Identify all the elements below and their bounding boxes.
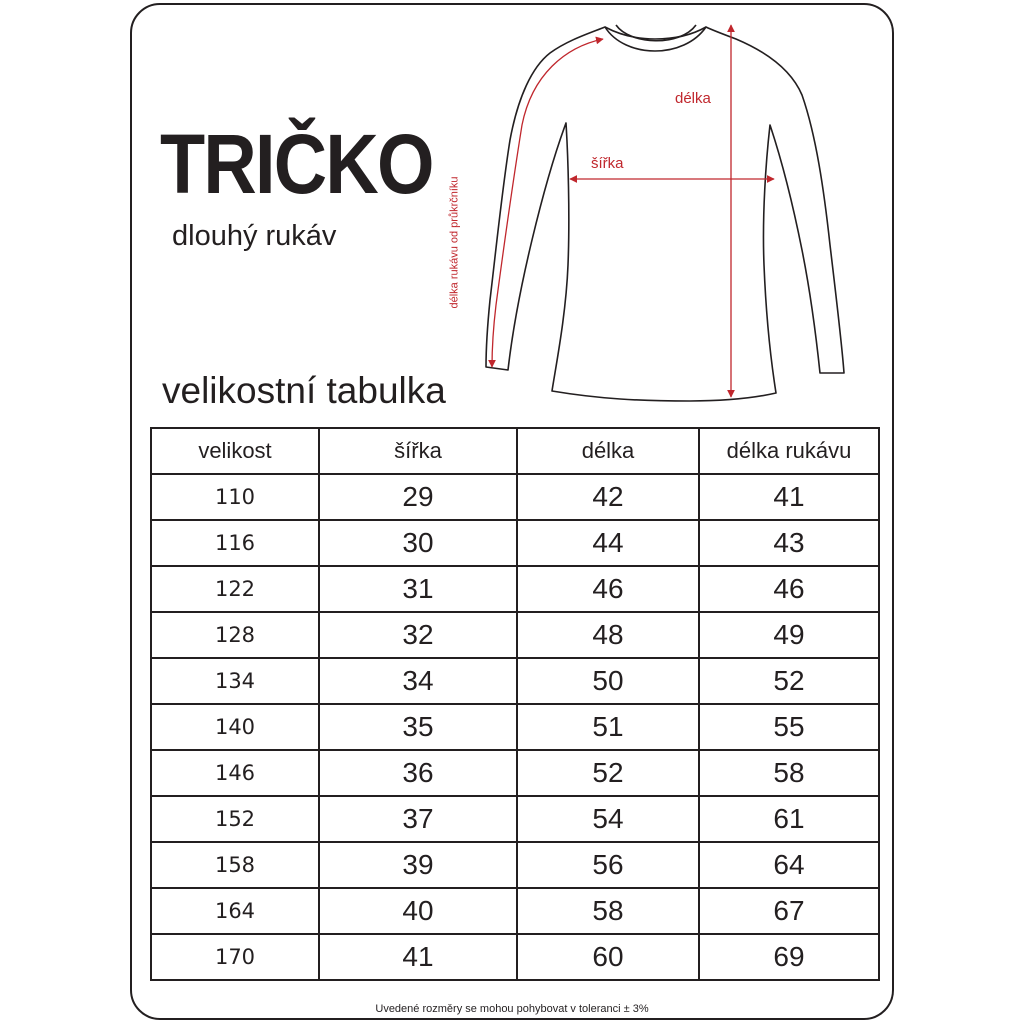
cell-width: 36	[319, 750, 517, 796]
cell-width: 32	[319, 612, 517, 658]
cell-size: 122	[151, 566, 319, 612]
cell-length: 54	[517, 796, 699, 842]
header-size: velikost	[151, 428, 319, 474]
width-label: šířka	[591, 155, 624, 172]
cell-sleeve-length: 41	[699, 474, 879, 520]
table-row	[151, 888, 879, 934]
cell-sleeve-length: 58	[699, 750, 879, 796]
cell-length: 42	[517, 474, 699, 520]
cell-length: 58	[517, 888, 699, 934]
cell-width: 35	[319, 704, 517, 750]
cell-width: 39	[319, 842, 517, 888]
cell-sleeve-length: 52	[699, 658, 879, 704]
measurement-arrows	[492, 25, 774, 397]
cell-length: 46	[517, 566, 699, 612]
cell-sleeve-length: 61	[699, 796, 879, 842]
cell-sleeve-length: 49	[699, 612, 879, 658]
cell-sleeve-length: 69	[699, 934, 879, 980]
header-width: šířka	[319, 428, 517, 474]
long-sleeve-shirt-icon	[440, 15, 880, 415]
cell-length: 60	[517, 934, 699, 980]
table-row	[151, 796, 879, 842]
cell-width: 37	[319, 796, 517, 842]
table-header-row	[151, 428, 879, 474]
table-heading: velikostní tabulka	[162, 370, 446, 411]
cell-size: 146	[151, 750, 319, 796]
cell-length: 51	[517, 704, 699, 750]
length-label: délka	[675, 90, 711, 107]
cell-sleeve-length: 46	[699, 566, 879, 612]
cell-size: 164	[151, 888, 319, 934]
page-subtitle: dlouhý rukáv	[172, 220, 337, 252]
header-length: délka	[517, 428, 699, 474]
sleeve-length-label: délka rukávu od průkrčníku	[448, 176, 461, 309]
cell-size: 170	[151, 934, 319, 980]
cell-width: 31	[319, 566, 517, 612]
cell-length: 56	[517, 842, 699, 888]
cell-sleeve-length: 55	[699, 704, 879, 750]
cell-length: 44	[517, 520, 699, 566]
sleeve-length-arrow	[492, 39, 603, 367]
table-row	[151, 566, 879, 612]
cell-length: 48	[517, 612, 699, 658]
cell-size: 116	[151, 520, 319, 566]
table-row	[151, 658, 879, 704]
cell-length: 50	[517, 658, 699, 704]
tolerance-footnote: Uvedené rozměry se mohou pohybovat v toleranci ± 3%	[375, 1003, 649, 1015]
cell-size: 134	[151, 658, 319, 704]
header-sleeve-length: délka rukávu	[699, 428, 879, 474]
table-row	[151, 704, 879, 750]
cell-size: 110	[151, 474, 319, 520]
table-row	[151, 842, 879, 888]
cell-sleeve-length: 64	[699, 842, 879, 888]
cell-length: 52	[517, 750, 699, 796]
cell-size: 140	[151, 704, 319, 750]
cell-width: 30	[319, 520, 517, 566]
cell-size: 128	[151, 612, 319, 658]
cell-sleeve-length: 67	[699, 888, 879, 934]
table-row	[151, 750, 879, 796]
cell-size: 158	[151, 842, 319, 888]
table-row	[151, 612, 879, 658]
cell-width: 40	[319, 888, 517, 934]
table-row	[151, 934, 879, 980]
cell-width: 29	[319, 474, 517, 520]
cell-width: 34	[319, 658, 517, 704]
table-row	[151, 474, 879, 520]
size-table	[150, 427, 880, 981]
cell-size: 152	[151, 796, 319, 842]
page-title: TRIČKO	[160, 117, 433, 211]
cell-width: 41	[319, 934, 517, 980]
table-row	[151, 520, 879, 566]
cell-sleeve-length: 43	[699, 520, 879, 566]
